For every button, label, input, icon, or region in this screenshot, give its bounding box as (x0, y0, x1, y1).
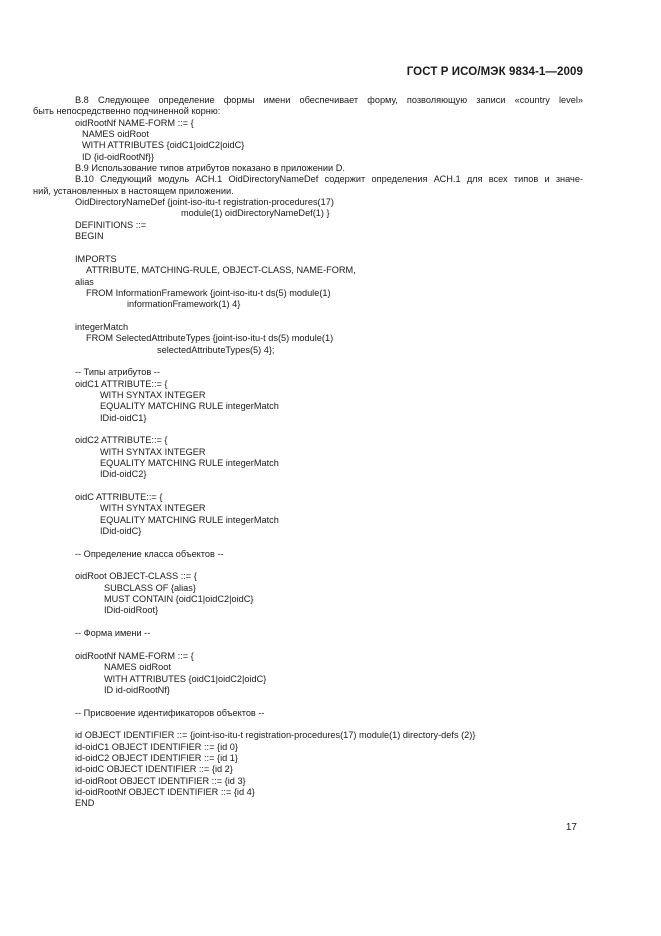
code-line: integerMatch (75, 321, 129, 332)
paragraph-b8-cont: быть непосредственно подчиненной корню: (33, 106, 221, 117)
comment-line: -- Форма имени -- (75, 628, 151, 639)
code-line: EQUALITY MATCHING RULE integerMatch (100, 401, 279, 412)
code-line: BEGIN (75, 231, 104, 242)
code-line: oidRootNf NAME-FORM ::= { (75, 650, 194, 661)
code-line: oidC2 ATTRIBUTE::= { (75, 435, 168, 446)
code-line: ATTRIBUTE, MATCHING-RULE, OBJECT-CLASS, NAME-FORM, (86, 265, 356, 276)
code-line: WITH ATTRIBUTES {oidC1|oidC2|oidC} (104, 673, 267, 684)
code-line: OidDirectoryNameDef {joint-iso-itu-t registration-procedures(17) (75, 197, 334, 208)
code-line: IMPORTS (75, 253, 117, 264)
code-line: ID {id-oidRootNf}} (82, 151, 155, 162)
code-line: MUST CONTAIN {oidC1|oidC2|oidC} (104, 594, 254, 605)
code-line: id-oidC OBJECT IDENTIFIER ::= {id 2} (75, 764, 233, 775)
code-line: IDid-oidC1} (100, 412, 147, 423)
document-header: ГОСТ Р ИСО/МЭК 9834-1—2009 (406, 66, 583, 78)
code-line: id-oidC1 OBJECT IDENTIFIER ::= {id 0} (75, 741, 238, 752)
paragraph-b10: B.10 Следующий модуль АСН.1 OidDirectoryNameDef содержит определения АСН.1 для всех типов и значе- (75, 174, 583, 185)
paragraph-b10-cont: ний, установленных в настоящем приложении. (33, 185, 234, 196)
code-line: END (75, 798, 95, 809)
code-line: WITH SYNTAX INTEGER (100, 389, 206, 400)
code-line: ID id-oidRootNf} (104, 684, 170, 695)
code-line: WITH SYNTAX INTEGER (100, 446, 206, 457)
comment-line: -- Типы атрибутов -- (75, 367, 160, 378)
code-line: selectedAttributeTypes(5) 4}; (157, 344, 275, 355)
code-line: id-oidRoot OBJECT IDENTIFIER ::= {id 3} (75, 775, 246, 786)
code-line: NAMES oidRoot (104, 662, 171, 673)
code-line: NAMES oidRoot (82, 129, 149, 140)
code-line: IDid-oidC2} (100, 469, 147, 480)
code-line: id OBJECT IDENTIFIER ::= {joint-iso-itu-t registration-procedures(17) module(1) directory-defs (2)} (75, 730, 476, 741)
code-line: FROM SelectedAttributeTypes {joint-iso-itu-t ds(5) module(1) (86, 333, 334, 344)
code-line: IDid-oidC} (100, 526, 142, 537)
code-line: oidC ATTRIBUTE::= { (75, 492, 163, 503)
code-line: id-oidC2 OBJECT IDENTIFIER ::= {id 1} (75, 752, 238, 763)
code-line: oidRoot OBJECT-CLASS ::= { (75, 571, 197, 582)
document-body (33, 95, 583, 810)
code-line: alias (75, 276, 94, 287)
code-line: oidRootNf NAME-FORM ::= { (75, 117, 194, 128)
paragraph-b9: B.9 Использование типов атрибутов показано в приложении D. (75, 163, 345, 174)
code-line: FROM InformationFramework {joint-iso-itu-t ds(5) module(1) (86, 287, 331, 298)
code-line: WITH ATTRIBUTES {oidC1|oidC2|oidC} (82, 140, 245, 151)
paragraph-b8: B.8 Следующее определение формы имени обеспечивает форму, позволяющую записи «country level» (75, 95, 583, 105)
page-number: 17 (565, 822, 577, 833)
code-line: informationFramework(1) 4} (127, 299, 241, 310)
code-line: id-oidRootNf OBJECT IDENTIFIER ::= {id 4} (75, 786, 255, 797)
code-line: EQUALITY MATCHING RULE integerMatch (100, 458, 279, 468)
code-line: oidC1 ATTRIBUTE::= { (75, 378, 168, 389)
comment-line: -- Определение класса объектов -- (75, 548, 224, 559)
code-line: IDid-oidRoot} (104, 605, 159, 616)
code-line: DEFINITIONS ::= (75, 219, 147, 230)
code-line: EQUALITY MATCHING RULE integerMatch (100, 514, 279, 525)
code-line: WITH SYNTAX INTEGER (100, 503, 206, 514)
code-line: module(1) oidDirectoryNameDef(1) } (181, 208, 330, 219)
comment-line: -- Присвоение идентификаторов объектов -- (75, 707, 265, 718)
code-line: SUBCLASS OF {alias} (104, 582, 196, 593)
